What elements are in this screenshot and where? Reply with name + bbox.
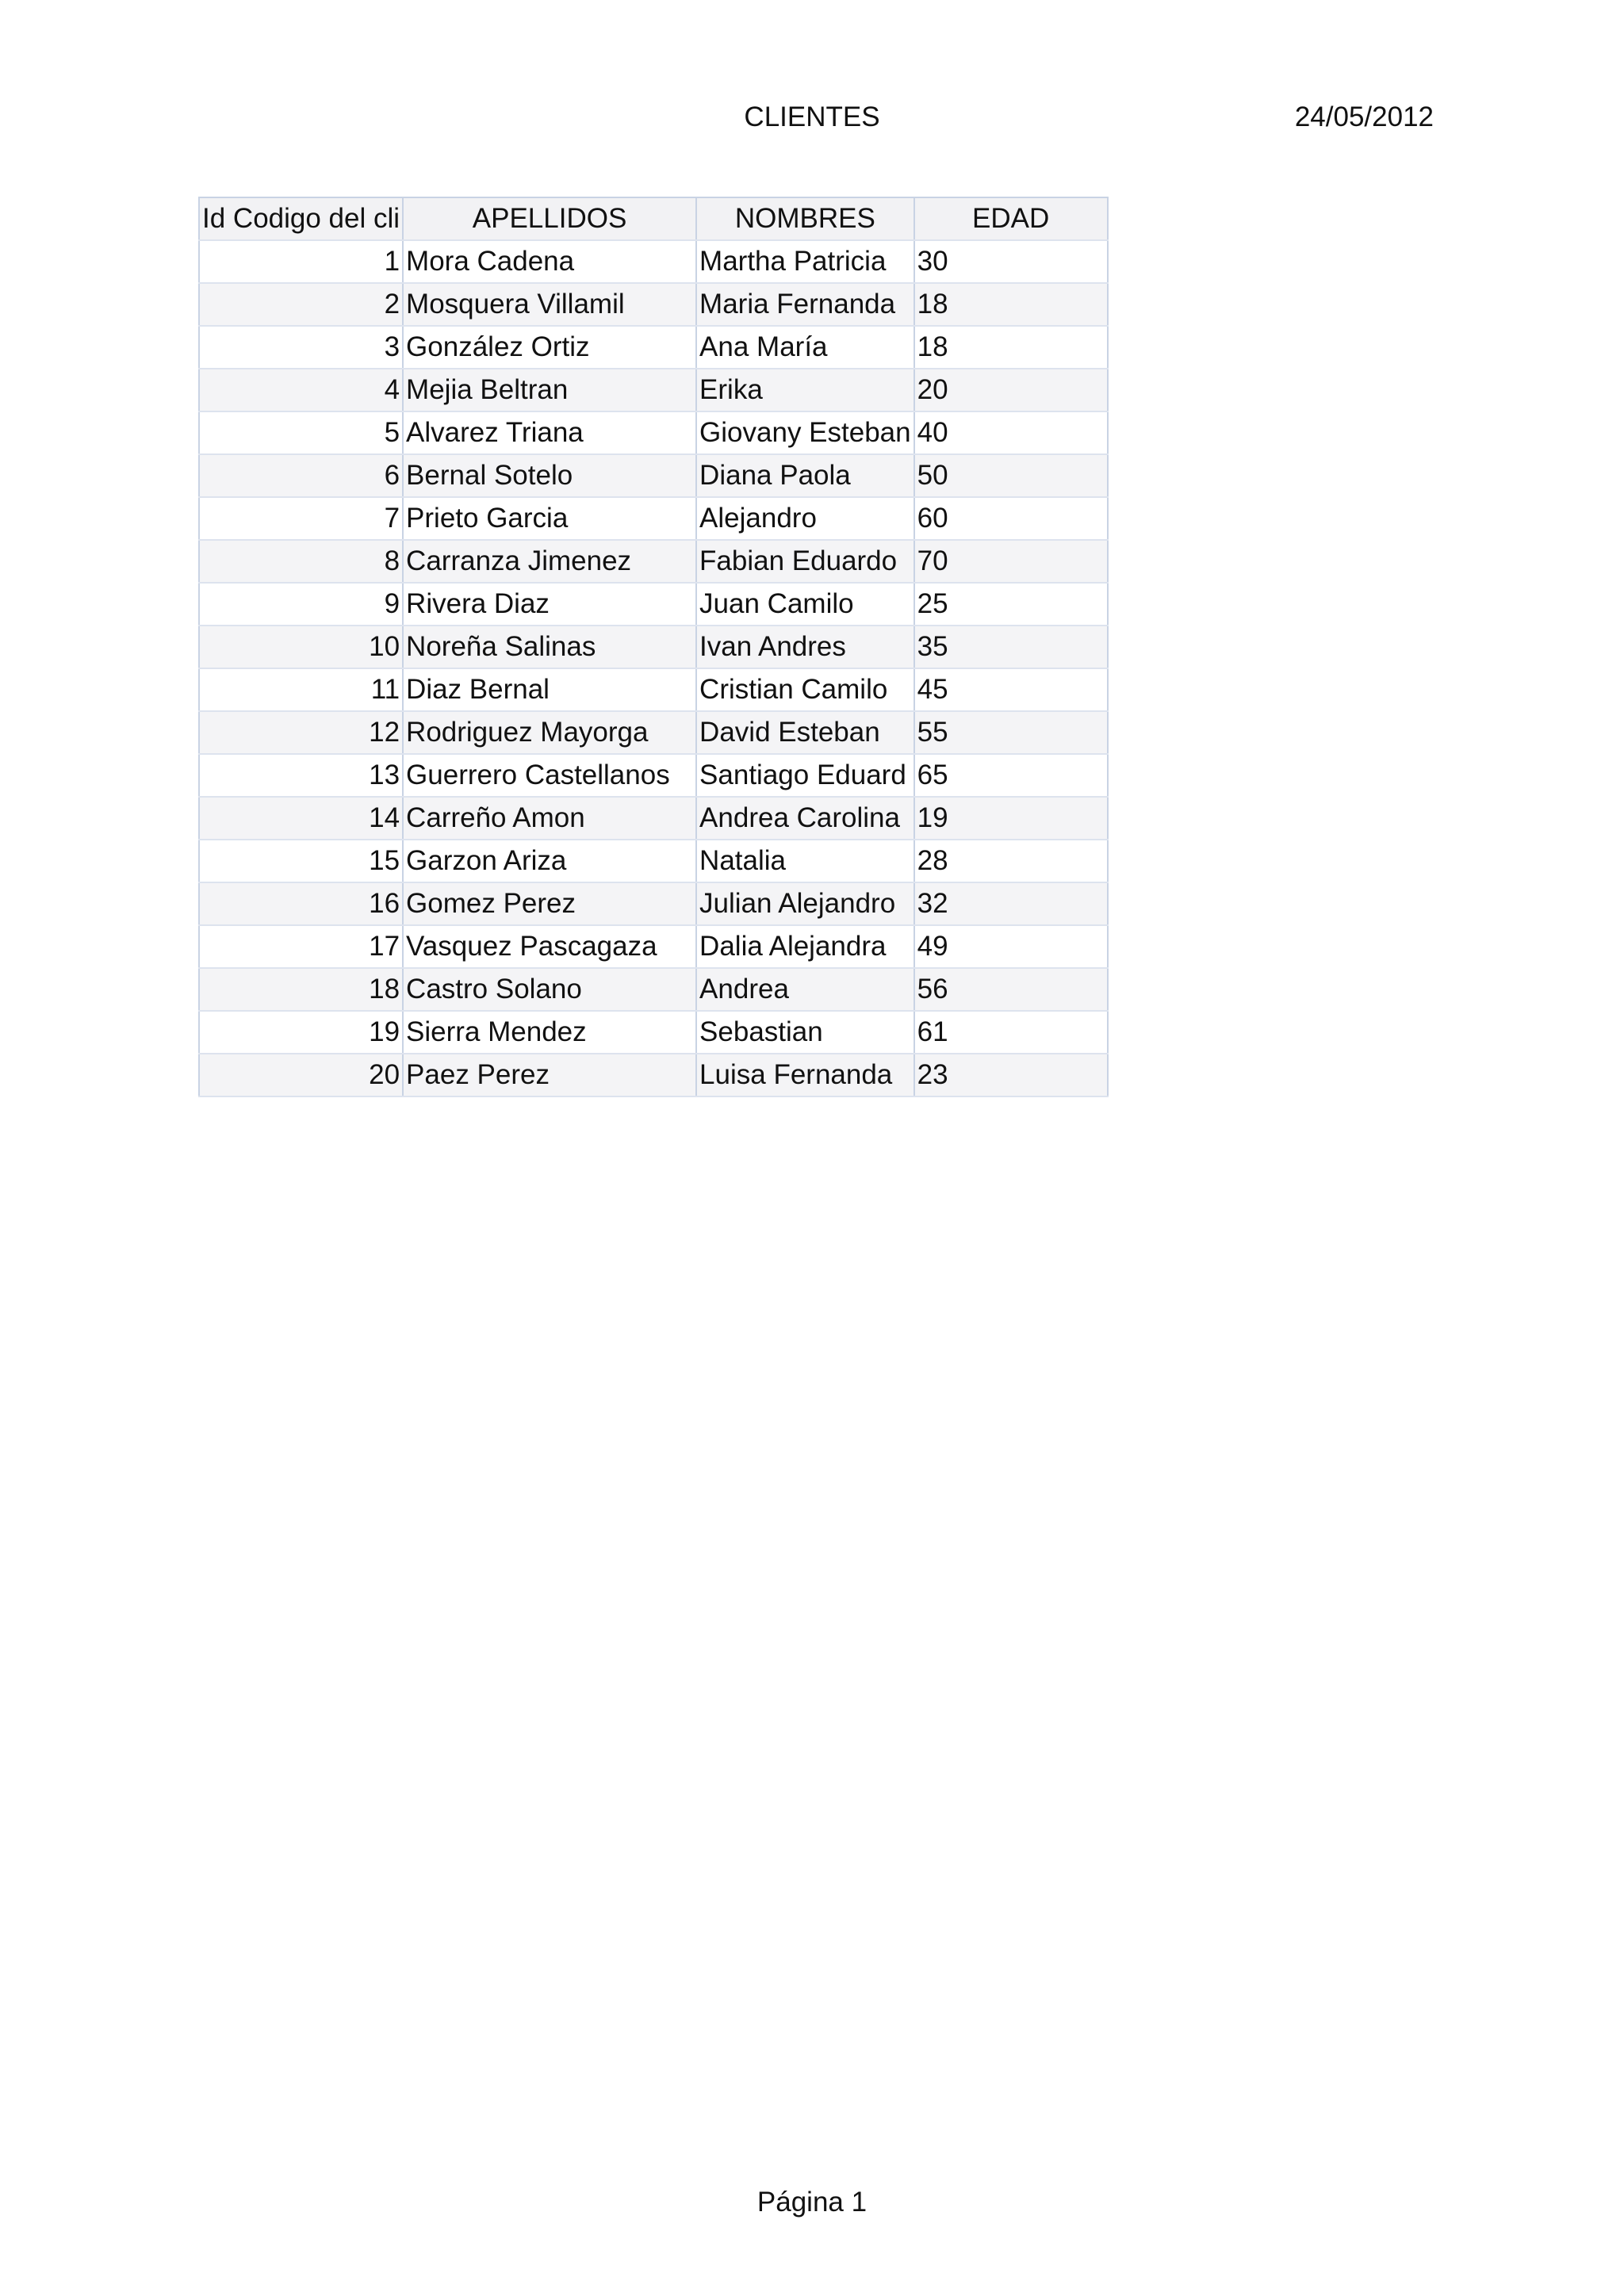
table-row (199, 797, 1108, 840)
cell-nombres: Juan Camilo (696, 583, 914, 626)
cell-nombres: Ana María (696, 326, 914, 369)
cell-id: 19 (199, 1011, 403, 1054)
cell-nombres: Natalia (696, 840, 914, 882)
page-date: 24/05/2012 (1294, 101, 1434, 132)
cell-id: 18 (199, 968, 403, 1011)
cell-edad: 61 (914, 1011, 1108, 1054)
cell-nombres: David Esteban (696, 711, 914, 754)
cell-nombres: Luisa Fernanda (696, 1054, 914, 1096)
cell-id: 13 (199, 754, 403, 797)
cell-apellidos: Mejia Beltran (403, 369, 696, 411)
cell-id: 9 (199, 583, 403, 626)
cell-apellidos: Gomez Perez (403, 882, 696, 925)
cell-apellidos: Carreño Amon (403, 797, 696, 840)
cell-apellidos: González Ortiz (403, 326, 696, 369)
cell-nombres: Santiago Eduard (696, 754, 914, 797)
cell-apellidos: Diaz Bernal (403, 668, 696, 711)
cell-id: 11 (199, 668, 403, 711)
table-row (199, 1054, 1108, 1096)
cell-nombres: Martha Patricia (696, 240, 914, 283)
cell-edad: 60 (914, 497, 1108, 540)
cell-edad: 23 (914, 1054, 1108, 1096)
cell-id: 4 (199, 369, 403, 411)
cell-apellidos: Noreña Salinas (403, 626, 696, 668)
table-row (199, 454, 1108, 497)
cell-apellidos: Prieto Garcia (403, 497, 696, 540)
cell-edad: 30 (914, 240, 1108, 283)
cell-id: 2 (199, 283, 403, 326)
cell-edad: 19 (914, 797, 1108, 840)
table-row (199, 711, 1108, 754)
cell-apellidos: Bernal Sotelo (403, 454, 696, 497)
cell-edad: 20 (914, 369, 1108, 411)
cell-id: 7 (199, 497, 403, 540)
cell-nombres: Dalia Alejandra (696, 925, 914, 968)
cell-apellidos: Mosquera Villamil (403, 283, 696, 326)
table-row (199, 1011, 1108, 1054)
table-row (199, 369, 1108, 411)
cell-id: 17 (199, 925, 403, 968)
cell-apellidos: Guerrero Castellanos (403, 754, 696, 797)
table-row (199, 240, 1108, 283)
page-number: Página 1 (756, 2187, 868, 2218)
cell-apellidos: Mora Cadena (403, 240, 696, 283)
table-row (199, 626, 1108, 668)
column-header-edad: EDAD (914, 197, 1108, 240)
table-body (199, 240, 1108, 1096)
cell-id: 6 (199, 454, 403, 497)
cell-apellidos: Paez Perez (403, 1054, 696, 1096)
cell-nombres: Maria Fernanda (696, 283, 914, 326)
cell-apellidos: Rivera Diaz (403, 583, 696, 626)
cell-nombres: Alejandro (696, 497, 914, 540)
cell-id: 12 (199, 711, 403, 754)
table-row (199, 583, 1108, 626)
cell-nombres: Diana Paola (696, 454, 914, 497)
cell-id: 8 (199, 540, 403, 583)
cell-id: 16 (199, 882, 403, 925)
cell-edad: 55 (914, 711, 1108, 754)
page-title: CLIENTES (744, 101, 880, 132)
cell-edad: 35 (914, 626, 1108, 668)
cell-apellidos: Vasquez Pascagaza (403, 925, 696, 968)
cell-edad: 40 (914, 411, 1108, 454)
table-row (199, 668, 1108, 711)
clients-table (198, 197, 1109, 1097)
cell-apellidos: Rodriguez Mayorga (403, 711, 696, 754)
cell-edad: 32 (914, 882, 1108, 925)
cell-nombres: Fabian Eduardo (696, 540, 914, 583)
cell-id: 15 (199, 840, 403, 882)
cell-apellidos: Sierra Mendez (403, 1011, 696, 1054)
cell-edad: 18 (914, 326, 1108, 369)
cell-edad: 18 (914, 283, 1108, 326)
cell-edad: 56 (914, 968, 1108, 1011)
column-header-nombres: NOMBRES (696, 197, 914, 240)
cell-edad: 45 (914, 668, 1108, 711)
cell-nombres: Cristian Camilo (696, 668, 914, 711)
cell-nombres: Giovany Esteban (696, 411, 914, 454)
cell-nombres: Andrea Carolina (696, 797, 914, 840)
cell-nombres: Julian Alejandro (696, 882, 914, 925)
table-row (199, 754, 1108, 797)
table-row (199, 925, 1108, 968)
column-header-id: Id Codigo del cli (199, 197, 403, 240)
table-row (199, 283, 1108, 326)
cell-id: 5 (199, 411, 403, 454)
table-row (199, 497, 1108, 540)
cell-edad: 50 (914, 454, 1108, 497)
cell-apellidos: Alvarez Triana (403, 411, 696, 454)
table-row (199, 411, 1108, 454)
cell-id: 20 (199, 1054, 403, 1096)
cell-apellidos: Castro Solano (403, 968, 696, 1011)
cell-id: 10 (199, 626, 403, 668)
table-header-row (199, 197, 1108, 240)
cell-id: 3 (199, 326, 403, 369)
cell-nombres: Sebastian (696, 1011, 914, 1054)
cell-edad: 25 (914, 583, 1108, 626)
cell-nombres: Ivan Andres (696, 626, 914, 668)
cell-nombres: Andrea (696, 968, 914, 1011)
cell-apellidos: Carranza Jimenez (403, 540, 696, 583)
cell-id: 1 (199, 240, 403, 283)
table-row (199, 540, 1108, 583)
cell-edad: 49 (914, 925, 1108, 968)
cell-apellidos: Garzon Ariza (403, 840, 696, 882)
cell-edad: 28 (914, 840, 1108, 882)
table-row (199, 840, 1108, 882)
cell-edad: 65 (914, 754, 1108, 797)
table-row (199, 968, 1108, 1011)
cell-edad: 70 (914, 540, 1108, 583)
table-row (199, 882, 1108, 925)
cell-nombres: Erika (696, 369, 914, 411)
cell-id: 14 (199, 797, 403, 840)
column-header-apellidos: APELLIDOS (403, 197, 696, 240)
table-row (199, 326, 1108, 369)
